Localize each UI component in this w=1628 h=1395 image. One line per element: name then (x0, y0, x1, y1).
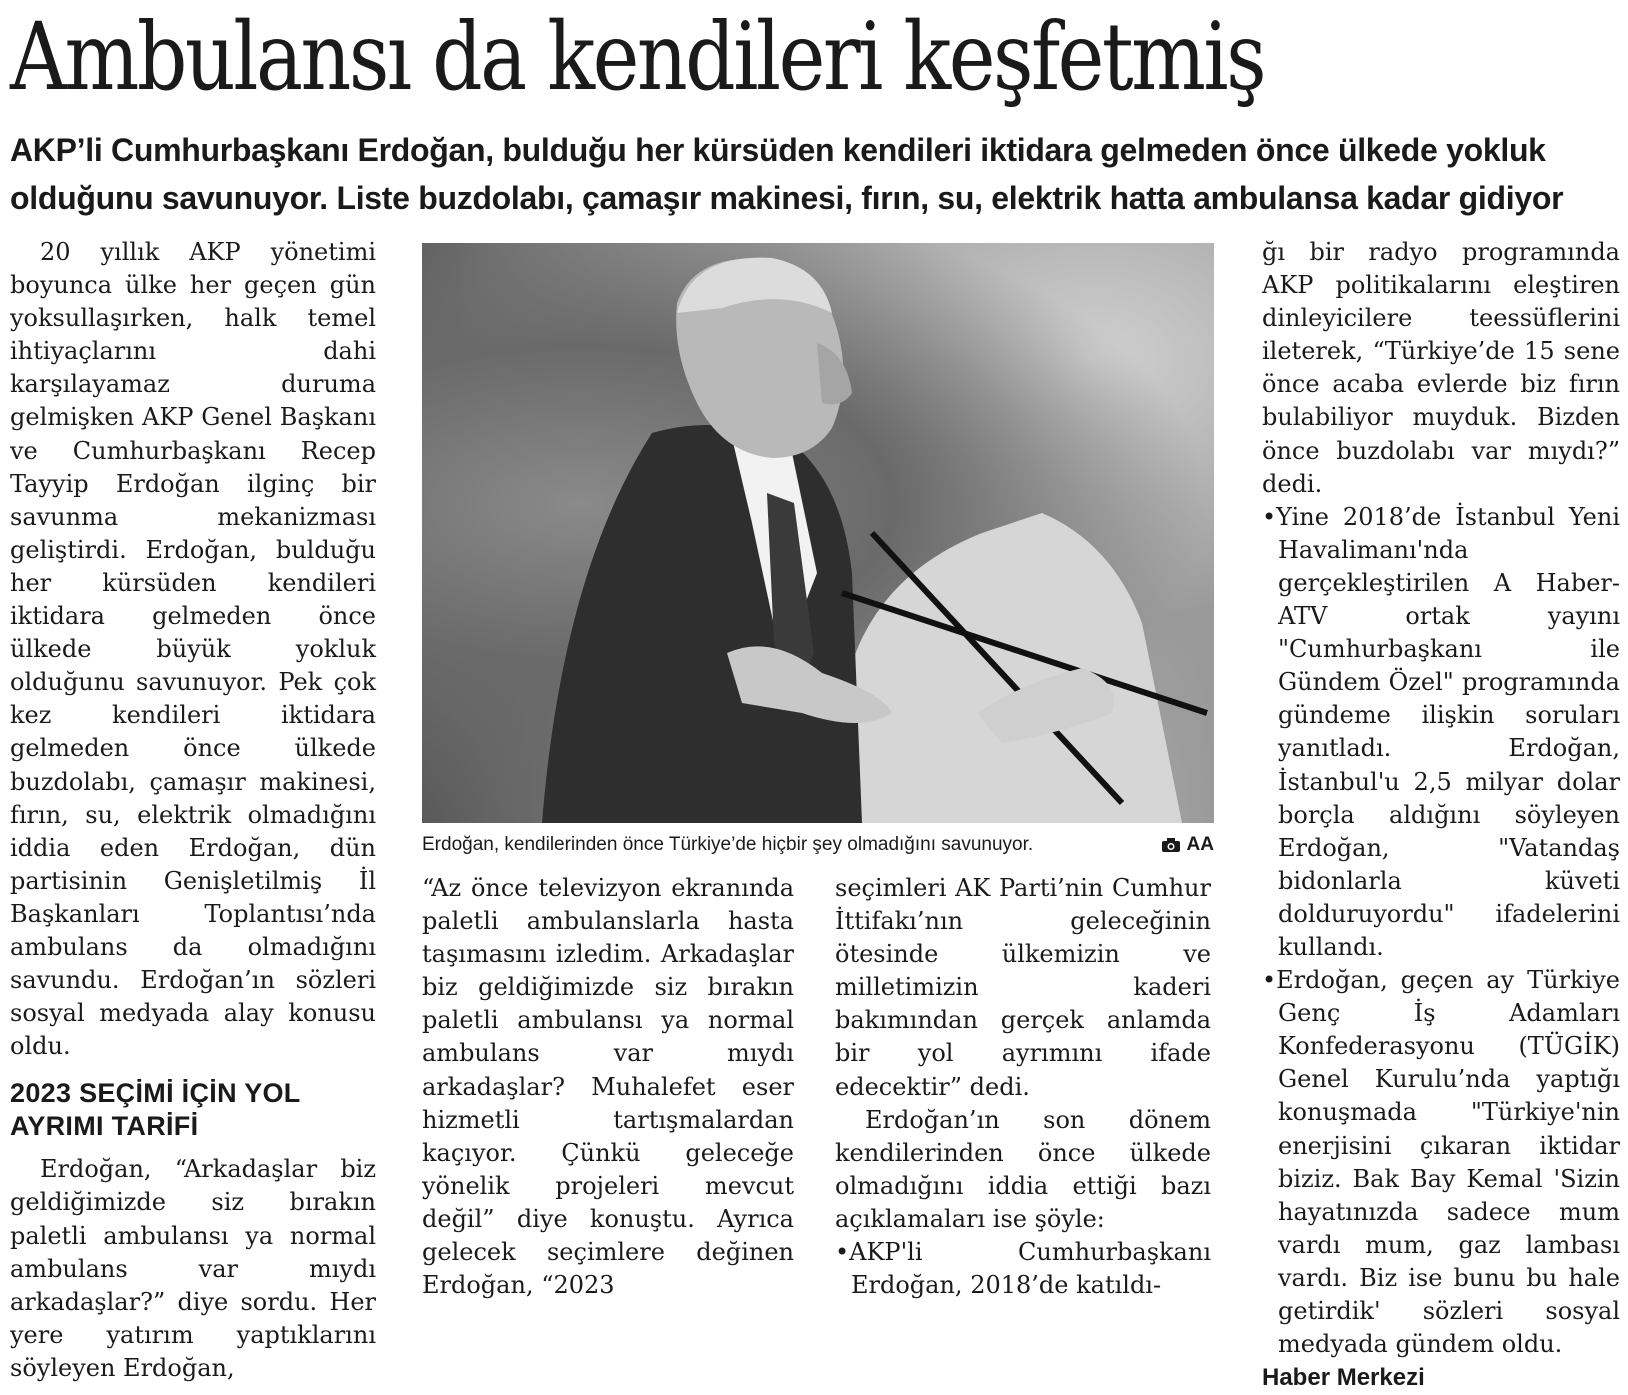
paragraph: Erdoğan, “Arkadaşlar biz geldiğimizde siz bırakın paletli ambulansı ya normal ambulans var mıydı arkadaşlar?” diye sordu. Her yere yatırım yaptıklarını söyleyen Erdoğan, (10, 1155, 376, 1382)
headline: Ambulansı da kendileri keşfetmiş (10, 3, 1265, 112)
paragraph: ğı bir radyo programında AKP politikalarını eleştiren dinleyicilere teessüflerini ileterek, “Türkiye’de 15 sene önce acaba evlerde biz fırın bulabiliyor muyduk. Bizden önce buzdolabı var mıydı?” dedi. (1262, 238, 1620, 498)
caption-text: Erdoğan, kendilerinden önce Türkiye’de hiçbir şey olmadığını savunuyor. (422, 834, 1034, 855)
paragraph: 20 yıllık AKP yönetimi boyunca ülke her geçen gün yoksullaşırken, halk temel ihtiyaçlarını dahi karşılayamaz duruma gelmişken AKP Genel Başkanı ve Cumhurbaşkanı Recep Tayyip Erdoğan ilginç bir savunma mekanizması geliştirdi. Erdoğan, bulduğu her kürsüden kendileri iktidara gelmeden önce ülkede büyük yokluk olduğunu savunuyor. Pek çok kez kendileri iktidara gelmeden önce ülkede buzdolabı, çamaşır makinesi, fırın, su, elektrik olmadığını iddia eden Erdoğan, dün partisinin Genişletilmiş İl Başkanları Toplantısı’nda ambulans da olmadığını savundu. Erdoğan’ın sözleri sosyal medyada alay konusu oldu. (10, 238, 376, 1061)
photo-credit (1161, 832, 1214, 858)
news-photo (422, 243, 1214, 823)
bullet-item: •Erdoğan, geçen ay Türkiye Genç İş Adamları Konfederasyonu (TÜGİK) Genel Kurulu’nda yaptığı konuşmada "Türkiye'nin enerjisini çıkaran iktidar biziz. Bak Bay Kemal 'Sizin hayatınızda sadece mum vardı mum, gaz lambası vardı. Biz ise bunu bu hale getirdik' sözleri sosyal medyada gündem oldu. (1262, 966, 1620, 1359)
deck-subtitle: AKP’li Cumhurbaşkanı Erdoğan, bulduğu her kürsüden kendileri iktidara gelmeden önce ülkede yokluk olduğunu savunuyor. Liste buzdolabı, çamaşır makinesi, fırın, su, elektrik hatta ambulansa kadar gidiyor (10, 132, 1564, 216)
column-2 (422, 872, 794, 1302)
column-1 (10, 236, 376, 1385)
paragraph: “Az önce televizyon ekranında paletli ambulanslarla hasta taşımasını izledim. Arkadaşlar biz geldiğimizde siz bırakın paletli ambulansı ya normal ambulans var mıydı arkadaşlar? Muhalefet eser hizmetli tartışmalardan kaçıyor. Çünkü geleceğe yönelik projeleri mevcut değil” diye konuştu. Ayrıca gelecek seçimlere değinen Erdoğan, “2023 (422, 874, 794, 1300)
column-4 (1262, 236, 1620, 1395)
bullet-item: •Yine 2018’de İstanbul Yeni Havalimanı'nda gerçekleştirilen A Haber-ATV ortak yayını "Cumhurbaşkanı ile Gündem Özel" programında gündeme ilişkin soruları yanıtladı. Erdoğan, İstanbul'u 2,5 milyar dolar borçla aldığını söyleyen Erdoğan, "Vatandaş bidonlarla küveti dolduruyordu" ifadelerini kullandı. (1262, 502, 1620, 961)
column-3 (835, 872, 1211, 1302)
credit-label: AA (1186, 834, 1214, 855)
byline: Haber Merkezi (1262, 1364, 1425, 1392)
camera-icon (1161, 837, 1181, 853)
paragraph: Erdoğan’ın son dönem kendilerinden önce ülkede olmadığını iddia ettiği bazı açıklamaları ise şöyle: (835, 1105, 1211, 1233)
bullet-item: •AKP'li Cumhurbaşkanı Erdoğan, 2018’de katıldı- (835, 1238, 1211, 1300)
speaker-illustration (422, 243, 1214, 823)
photo-caption (422, 832, 1214, 858)
section-subhead: 2023 SEÇİMİ İÇİN YOL AYRIMI TARİFİ (10, 1078, 301, 1142)
paragraph: seçimleri AK Parti’nin Cumhur İttifakı’nın geleceğinin ötesinde ülkemizin ve milletimizin kaderi bakımından gerçek anlamda bir yol ayrımını ifade edecektir” dedi. (835, 874, 1211, 1101)
